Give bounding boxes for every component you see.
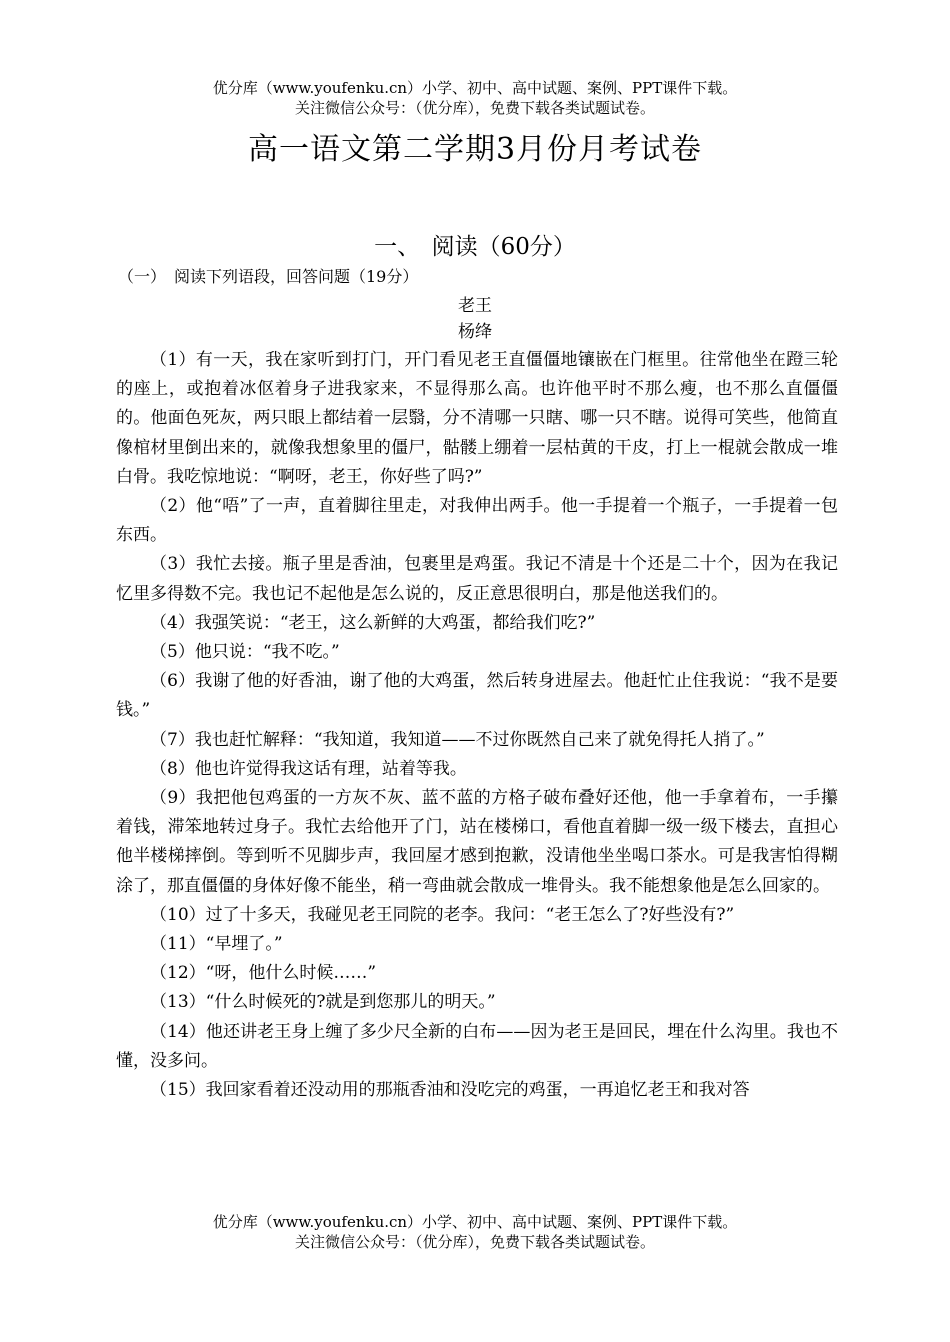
passage-title: 老王: [458, 296, 492, 316]
passage-body: [116, 346, 838, 1105]
paragraph: （11）“早埋了。”: [150, 934, 283, 955]
footer-line-2: 关注微信公众号：（优分库），免费下载各类试题试卷。: [294, 1233, 655, 1251]
paragraph: （5）他只说：“我不吃。”: [150, 642, 340, 663]
paragraph: （13）“什么时候死的?就是到您那儿的明天。”: [150, 992, 496, 1013]
paragraph: （14）他还讲老王身上缠了多少尺全新的白布——因为老王是回民，埋在什么沟里。我也不懂，没多问。: [116, 1021, 838, 1071]
paragraph: （7）我也赶忙解释：“我知道，我知道——不过你既然自己来了就免得托人捎了。”: [150, 729, 765, 750]
paragraph: （15）我回家看着还没动用的那瓶香油和没吃完的鸡蛋，一再追忆老王和我对答: [150, 1080, 750, 1101]
section-title: 一、 阅读（60分）: [374, 234, 576, 260]
paragraph: （8）他也许觉得我这话有理，站着等我。: [150, 758, 467, 779]
footer-line-1: 优分库（www.youfenku.cn）小学、初中、高中试题、案例、PPT课件下载。: [212, 1213, 738, 1231]
paragraph: （2）他“唔”了一声，直着脚往里走，对我伸出两手。他一手提着一个瓶子，一手提着一包东西。: [116, 496, 838, 546]
passage-author: 杨绛: [458, 322, 492, 342]
paragraph: （9）我把他包鸡蛋的一方灰不灰、蓝不蓝的方格子破布叠好还他，他一手拿着布，一手攥着钱，滞笨地转过身子。我忙去给他开了门，站在楼梯口，看他直着脚一级一级下楼去，直担心他半楼梯摔倒。等到听不见脚步声，我回屋才感到抱歉，没请他坐坐喝口茶水。可是我害怕得糊涂了，那直僵僵的身体好像不能坐，稍一弯曲就会散成一堆骨头。我不能想象他是怎么回家的。: [116, 788, 838, 896]
header-line-1: 优分库（www.youfenku.cn）小学、初中、高中试题、案例、PPT课件下载。: [212, 79, 738, 97]
paragraph: （3）我忙去接。瓶子里是香油，包裹里是鸡蛋。我记不清是十个还是二十个，因为在我记忆里多得数不完。我也记不起他是怎么说的，反正意思很明白，那是他送我们的。: [116, 554, 838, 604]
header-line-2: 关注微信公众号：（优分库），免费下载各类试题试卷。: [294, 99, 655, 117]
paragraph: （1）有一天，我在家听到打门，开门看见老王直僵僵地镶嵌在门框里。往常他坐在蹬三轮的座上，或抱着冰伛着身子进我家来，不显得那么高。也许他平时不那么瘦，也不那么直僵僵的。他面色死灰，两只眼上都结着一层翳，分不清哪一只瞎、哪一只不瞎。说得可笑些，他简直像棺材里倒出来的，就像我想象里的僵尸，骷髅上绷着一层枯黄的干皮，打上一棍就会散成一堆白骨。我吃惊地说：“啊呀，老王，你好些了吗?”: [116, 350, 838, 487]
subsection-title: （一） 阅读下列语段，回答问题（19分）: [118, 267, 419, 286]
paragraph: （10）过了十多天，我碰见老王同院的老李。我问：“老王怎么了?好些没有?”: [150, 904, 735, 925]
paragraph: （4）我强笑说：“老王，这么新鲜的大鸡蛋，都给我们吃?”: [150, 612, 596, 633]
paragraph: （6）我谢了他的好香油，谢了他的大鸡蛋，然后转身进屋去。他赶忙止住我说：“我不是要钱。”: [116, 671, 838, 721]
paragraph: （12）“呀，他什么时候……”: [150, 963, 377, 984]
exam-title: 高一语文第二学期3月份月考试卷: [247, 132, 703, 167]
